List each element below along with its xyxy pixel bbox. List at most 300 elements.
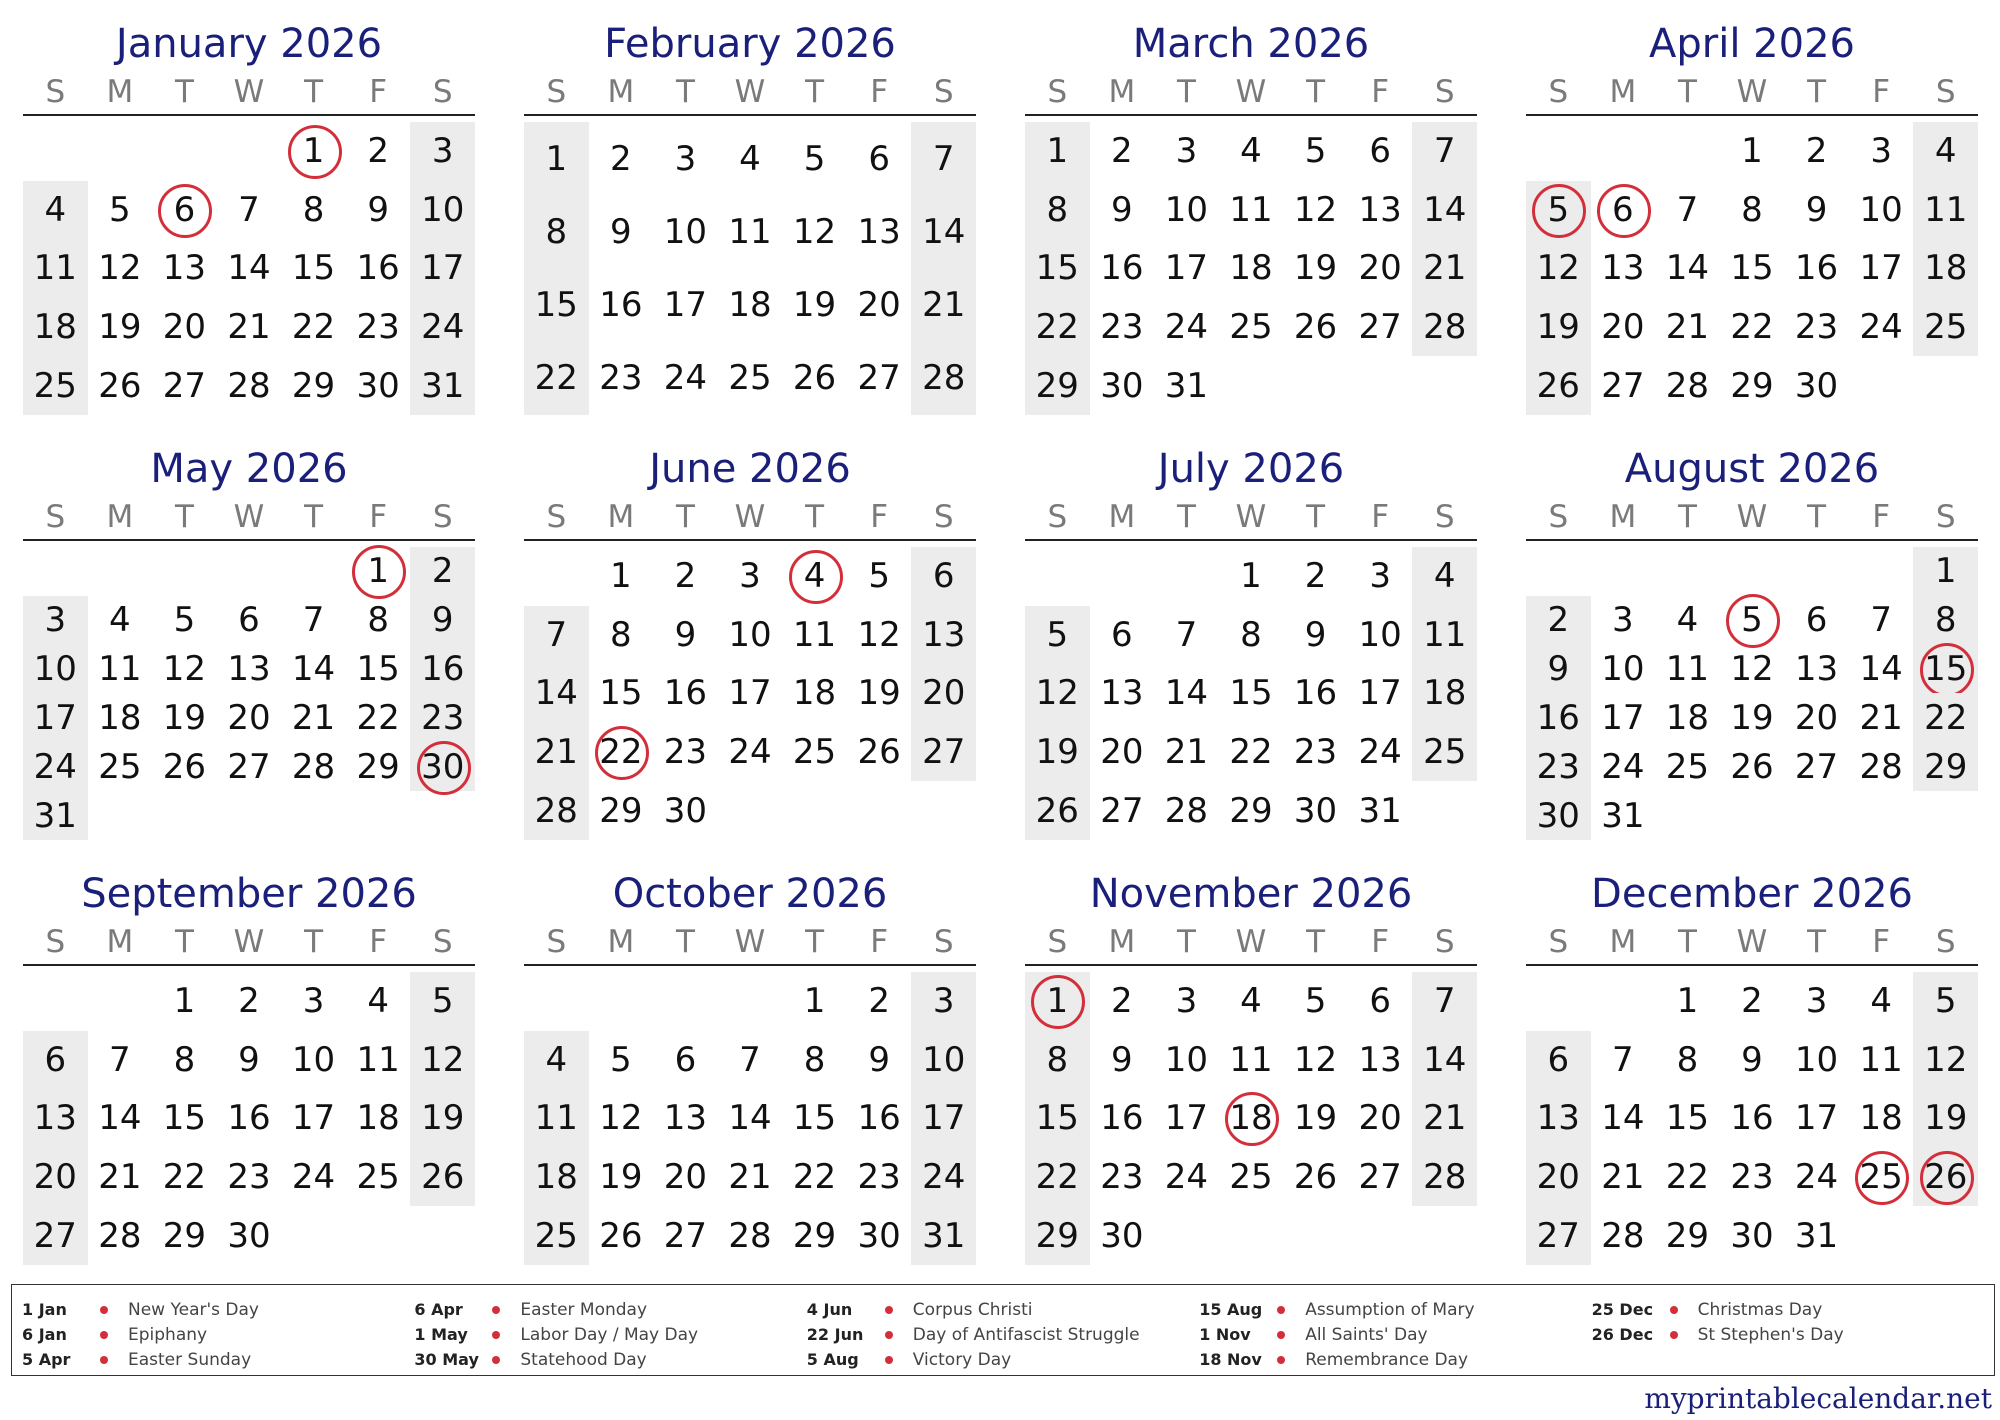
bullet-dot-icon: [1277, 1331, 1285, 1339]
day-cell: 31: [1601, 795, 1645, 836]
empty-cell: [1913, 791, 1978, 840]
month-calendar: [1526, 440, 1978, 840]
header-divider: [1025, 539, 1477, 541]
day-cell: 27: [1358, 1157, 1402, 1198]
day-grid: [1025, 547, 1477, 840]
day-cell: 29: [291, 365, 336, 406]
day-cell: 23: [1730, 1157, 1774, 1198]
day-cell: 24: [728, 732, 772, 773]
day-cell: 25: [1229, 1157, 1273, 1198]
day-cell: 17: [1601, 697, 1645, 738]
empty-cell: [1849, 547, 1914, 596]
day-cell: 31: [1358, 790, 1402, 831]
day-cell: 24: [291, 1157, 336, 1198]
day-cell: 30: [1794, 365, 1839, 406]
day-cell: 14: [524, 664, 589, 723]
empty-cell: [1591, 972, 1656, 1031]
weekday-label: S: [933, 924, 954, 960]
day-cell: 26: [1730, 746, 1774, 787]
legend-column: [1592, 1297, 1984, 1375]
day-cell: 30: [1293, 790, 1338, 831]
empty-cell: [1412, 781, 1477, 840]
weekday-label: M: [1609, 924, 1637, 960]
legend-item: [414, 1297, 806, 1322]
day-cell: 29: [1025, 356, 1090, 415]
day-cell: 25: [23, 356, 88, 415]
weekday-label: S: [933, 499, 954, 535]
legend-item: [22, 1297, 414, 1322]
day-cell: 31: [410, 356, 475, 415]
empty-cell: [1784, 547, 1849, 596]
day-cell: 26: [599, 1215, 643, 1256]
day-cell: 17: [911, 1089, 976, 1148]
holiday-day-cell: 5: [1526, 181, 1591, 240]
empty-cell: [23, 122, 88, 181]
day-cell: 8: [803, 1039, 826, 1080]
weekday-label: T: [1306, 74, 1326, 110]
weekday-header: [23, 923, 475, 961]
legend-item: [1199, 1297, 1591, 1322]
weekday-label: M: [1108, 499, 1136, 535]
day-cell: 6: [1805, 600, 1828, 641]
day-cell: 5: [1304, 981, 1327, 1022]
empty-cell: [88, 972, 153, 1031]
legend-item: [22, 1347, 414, 1372]
weekday-label: W: [1736, 74, 1768, 110]
day-cell: 31: [23, 791, 88, 840]
day-grid: [23, 122, 475, 415]
day-cell: 20: [857, 285, 901, 326]
day-cell: 5: [1304, 131, 1327, 172]
day-cell: 2: [1741, 981, 1763, 1022]
weekday-label: W: [1235, 74, 1267, 110]
day-cell: 19: [857, 673, 901, 714]
day-cell: 7: [1175, 614, 1198, 655]
day-cell: 28: [98, 1215, 142, 1256]
weekday-label: F: [1872, 924, 1891, 960]
day-cell: 15: [599, 673, 643, 714]
day-cell: 9: [1111, 189, 1133, 230]
day-cell: 12: [1293, 1039, 1338, 1080]
empty-cell: [152, 791, 217, 840]
day-cell: 26: [162, 746, 207, 787]
header-divider: [23, 114, 475, 116]
bullet-dot-icon: [1277, 1306, 1285, 1314]
legend-item: [414, 1322, 806, 1347]
legend-holiday-name: Assumption of Mary: [1305, 1299, 1475, 1320]
day-cell: 5: [173, 600, 196, 641]
day-cell: 22: [356, 697, 400, 738]
day-cell: 2: [1111, 131, 1133, 172]
day-cell: 4: [1412, 547, 1477, 606]
day-cell: 18: [1665, 697, 1710, 738]
day-cell: 20: [1526, 1148, 1591, 1207]
day-cell: 16: [1100, 1098, 1144, 1139]
weekday-label: S: [1047, 924, 1068, 960]
weekday-header: [1025, 73, 1477, 111]
day-cell: 27: [1601, 365, 1645, 406]
day-cell: 28: [911, 342, 976, 415]
day-cell: 24: [911, 1148, 976, 1207]
weekday-label: T: [1807, 924, 1827, 960]
month-title: June 2026: [649, 446, 851, 492]
day-cell: 14: [911, 195, 976, 268]
day-cell: 6: [1111, 614, 1133, 655]
day-cell: 30: [356, 365, 400, 406]
day-cell: 14: [1412, 1031, 1477, 1090]
day-cell: 31: [1164, 365, 1209, 406]
day-cell: 11: [1913, 181, 1978, 240]
empty-cell: [1526, 122, 1591, 181]
header-divider: [524, 114, 976, 116]
legend-item: [22, 1322, 414, 1347]
day-cell: 10: [663, 211, 708, 252]
day-cell: 24: [23, 742, 88, 791]
weekday-label: W: [734, 499, 766, 535]
day-cell: 5: [610, 1039, 632, 1080]
day-cell: 16: [599, 285, 643, 326]
day-cell: 18: [1412, 664, 1477, 723]
day-cell: 9: [868, 1039, 890, 1080]
holiday-day-cell: 6: [1591, 181, 1656, 240]
legend-date: 26 Dec: [1591, 1325, 1654, 1344]
empty-cell: [1655, 122, 1720, 181]
day-cell: 28: [1665, 365, 1710, 406]
day-cell: 1: [1913, 547, 1978, 596]
day-cell: 8: [367, 600, 389, 641]
day-cell: 21: [98, 1157, 142, 1198]
bullet-dot-icon: [885, 1306, 893, 1314]
day-cell: 4: [524, 1031, 589, 1090]
day-cell: 17: [1164, 1098, 1209, 1139]
day-cell: 15: [1665, 1098, 1710, 1139]
day-cell: 28: [1164, 790, 1209, 831]
empty-cell: [217, 122, 282, 181]
day-cell: 8: [1913, 596, 1978, 645]
day-cell: 18: [792, 673, 837, 714]
weekday-label: T: [174, 924, 194, 960]
legend-date: 4 Jun: [806, 1300, 853, 1319]
empty-cell: [1154, 547, 1219, 606]
day-cell: 2: [410, 547, 475, 596]
empty-cell: [1526, 972, 1591, 1031]
header-divider: [23, 539, 475, 541]
day-cell: 23: [857, 1157, 901, 1198]
legend-holiday-name: Corpus Christi: [912, 1299, 1033, 1320]
month-title: May 2026: [150, 446, 348, 492]
day-cell: 24: [1164, 1157, 1209, 1198]
day-cell: 9: [410, 596, 475, 645]
day-cell: 14: [227, 248, 271, 289]
day-cell: 7: [739, 1039, 761, 1080]
day-cell: 22: [1025, 1148, 1090, 1207]
day-cell: 8: [1240, 614, 1262, 655]
header-divider: [23, 964, 475, 966]
month-title: February 2026: [604, 21, 896, 67]
bullet-dot-icon: [100, 1356, 108, 1364]
month-calendar: [23, 865, 475, 1265]
day-cell: 23: [410, 693, 475, 742]
weekday-label: M: [106, 499, 134, 535]
day-cell: 27: [663, 1215, 708, 1256]
day-cell: 13: [227, 649, 271, 690]
day-cell: 29: [599, 790, 643, 831]
day-cell: 27: [227, 746, 271, 787]
weekday-header: [1025, 498, 1477, 536]
month-title: November 2026: [1089, 871, 1413, 917]
weekday-label: T: [1176, 499, 1196, 535]
day-cell: 19: [162, 697, 207, 738]
weekday-label: T: [304, 924, 324, 960]
weekday-label: T: [1176, 924, 1196, 960]
day-cell: 13: [1526, 1089, 1591, 1148]
empty-cell: [1526, 547, 1591, 596]
day-cell: 2: [1304, 556, 1327, 597]
day-cell: 20: [663, 1157, 708, 1198]
bullet-dot-icon: [492, 1356, 500, 1364]
header-divider: [1526, 539, 1978, 541]
day-cell: 8: [1025, 181, 1090, 240]
day-cell: 25: [1665, 746, 1710, 787]
weekday-label: F: [1371, 74, 1390, 110]
day-cell: 15: [792, 1098, 837, 1139]
day-cell: 7: [302, 600, 325, 641]
weekday-label: F: [1872, 499, 1891, 535]
weekday-label: S: [432, 924, 453, 960]
weekday-header: [1526, 923, 1978, 961]
day-cell: 25: [1913, 298, 1978, 357]
weekday-label: F: [369, 924, 388, 960]
empty-cell: [1849, 356, 1914, 415]
weekday-header: [524, 498, 976, 536]
day-cell: 22: [1665, 1157, 1710, 1198]
weekday-label: S: [1935, 924, 1956, 960]
empty-cell: [1283, 356, 1348, 415]
empty-cell: [1591, 122, 1656, 181]
legend-item: [414, 1347, 806, 1372]
legend-column: [807, 1297, 1199, 1375]
day-cell: 18: [23, 298, 88, 357]
day-cell: 18: [1229, 248, 1273, 289]
weekday-label: M: [1609, 499, 1637, 535]
day-cell: 26: [1526, 356, 1591, 415]
weekday-label: F: [369, 74, 388, 110]
weekday-label: W: [1736, 499, 1768, 535]
holiday-day-cell: 1: [281, 122, 346, 181]
day-cell: 10: [1164, 1039, 1209, 1080]
day-cell: 3: [410, 122, 475, 181]
day-cell: 13: [23, 1089, 88, 1148]
day-cell: 19: [1293, 1098, 1338, 1139]
weekday-label: W: [734, 74, 766, 110]
weekday-label: F: [369, 499, 388, 535]
day-cell: 2: [1111, 981, 1133, 1022]
holiday-legend: [11, 1284, 1995, 1376]
weekday-label: S: [546, 499, 567, 535]
weekday-label: S: [432, 74, 453, 110]
weekday-label: S: [432, 499, 453, 535]
day-cell: 2: [1805, 131, 1828, 172]
day-cell: 7: [1870, 600, 1892, 641]
day-cell: 11: [1229, 189, 1273, 230]
day-cell: 7: [1612, 1039, 1634, 1080]
day-cell: 29: [1665, 1215, 1710, 1256]
empty-cell: [152, 122, 217, 181]
day-cell: 29: [1229, 790, 1273, 831]
day-cell: 1: [610, 556, 632, 597]
weekday-label: M: [607, 924, 635, 960]
month-calendar: [1025, 440, 1477, 840]
empty-cell: [88, 547, 153, 596]
header-divider: [1526, 114, 1978, 116]
weekday-label: T: [1677, 924, 1697, 960]
day-cell: 19: [792, 285, 837, 326]
weekday-label: W: [233, 924, 265, 960]
day-cell: 26: [792, 358, 837, 399]
empty-cell: [152, 547, 217, 596]
day-cell: 2: [674, 556, 697, 597]
day-cell: 15: [162, 1098, 207, 1139]
day-cell: 9: [610, 211, 632, 252]
day-cell: 29: [792, 1215, 837, 1256]
day-cell: 25: [356, 1157, 400, 1198]
holiday-day-cell: 22: [589, 723, 654, 782]
day-grid: [1025, 972, 1477, 1265]
holiday-day-cell: 4: [782, 547, 847, 606]
weekday-label: T: [675, 499, 695, 535]
weekday-label: S: [45, 924, 66, 960]
weekday-label: T: [1677, 74, 1697, 110]
day-cell: 16: [1100, 248, 1144, 289]
day-cell: 11: [1229, 1039, 1273, 1080]
empty-cell: [718, 972, 783, 1031]
weekday-label: M: [106, 74, 134, 110]
month-calendar: [524, 440, 976, 840]
day-cell: 8: [173, 1039, 196, 1080]
day-cell: 16: [1293, 673, 1338, 714]
day-cell: 6: [911, 547, 976, 606]
day-grid: [524, 122, 976, 415]
month-calendar: [1526, 865, 1978, 1265]
day-cell: 11: [356, 1039, 400, 1080]
weekday-label: T: [805, 499, 825, 535]
day-cell: 4: [1870, 981, 1892, 1022]
day-cell: 1: [1741, 131, 1763, 172]
month-calendar: [1526, 15, 1978, 415]
day-cell: 30: [227, 1215, 271, 1256]
empty-cell: [1591, 547, 1656, 596]
empty-cell: [410, 1206, 475, 1265]
day-cell: 2: [1526, 596, 1591, 645]
day-cell: 9: [1304, 614, 1327, 655]
day-cell: 5: [109, 189, 131, 230]
day-cell: 10: [1601, 649, 1645, 690]
day-cell: 12: [162, 649, 207, 690]
month-title: April 2026: [1649, 21, 1855, 67]
weekday-label: T: [304, 74, 324, 110]
day-cell: 24: [663, 358, 708, 399]
weekday-label: M: [1108, 74, 1136, 110]
weekday-header: [23, 498, 475, 536]
day-cell: 21: [911, 269, 976, 342]
legend-holiday-name: St Stephen's Day: [1697, 1324, 1844, 1345]
empty-cell: [281, 1206, 346, 1265]
day-cell: 10: [911, 1031, 976, 1090]
day-cell: 30: [857, 1215, 901, 1256]
day-cell: 3: [1870, 131, 1892, 172]
day-cell: 12: [1913, 1031, 1978, 1090]
day-cell: 24: [1358, 732, 1402, 773]
day-cell: 6: [674, 1039, 697, 1080]
day-cell: 29: [1913, 742, 1978, 791]
day-cell: 20: [162, 307, 207, 348]
day-cell: 20: [23, 1148, 88, 1207]
day-cell: 28: [1601, 1215, 1645, 1256]
day-cell: 1: [1240, 556, 1262, 597]
day-cell: 30: [663, 790, 708, 831]
day-cell: 16: [410, 645, 475, 694]
day-cell: 11: [1412, 606, 1477, 665]
day-cell: 29: [356, 746, 400, 787]
day-cell: 8: [524, 195, 589, 268]
day-cell: 24: [410, 298, 475, 357]
legend-date: 22 Jun: [806, 1325, 864, 1344]
day-cell: 1: [1025, 122, 1090, 181]
day-cell: 7: [911, 122, 976, 195]
day-cell: 29: [1025, 1206, 1090, 1265]
day-grid: [524, 972, 976, 1265]
bullet-dot-icon: [885, 1356, 893, 1364]
weekday-label: M: [607, 499, 635, 535]
legend-holiday-name: Easter Sunday: [128, 1349, 252, 1370]
day-cell: 9: [1741, 1039, 1763, 1080]
bullet-dot-icon: [1670, 1331, 1678, 1339]
day-cell: 19: [599, 1157, 643, 1198]
day-cell: 3: [674, 138, 697, 179]
empty-cell: [1219, 1206, 1284, 1265]
day-cell: 3: [1369, 556, 1391, 597]
day-cell: 18: [98, 697, 142, 738]
day-cell: 27: [1526, 1206, 1591, 1265]
weekday-header: [23, 73, 475, 111]
day-cell: 7: [238, 189, 260, 230]
day-cell: 3: [302, 981, 325, 1022]
empty-cell: [1412, 1206, 1477, 1265]
day-cell: 3: [1175, 981, 1198, 1022]
empty-cell: [1025, 547, 1090, 606]
day-cell: 13: [1358, 1039, 1402, 1080]
legend-column: [1199, 1297, 1591, 1375]
day-cell: 22: [162, 1157, 207, 1198]
day-cell: 17: [1358, 673, 1402, 714]
holiday-day-cell: 18: [1219, 1089, 1284, 1148]
empty-cell: [346, 1206, 411, 1265]
day-cell: 2: [238, 981, 260, 1022]
day-cell: 22: [792, 1157, 837, 1198]
month-calendar: [524, 865, 976, 1265]
day-cell: 28: [1412, 1148, 1477, 1207]
day-cell: 25: [1229, 307, 1273, 348]
legend-date: 25 Dec: [1591, 1300, 1654, 1319]
day-cell: 21: [728, 1157, 772, 1198]
day-cell: 15: [524, 269, 589, 342]
empty-cell: [1913, 356, 1978, 415]
day-cell: 1: [1676, 981, 1699, 1022]
day-cell: 27: [911, 723, 976, 782]
day-cell: 31: [911, 1206, 976, 1265]
day-cell: 6: [1369, 131, 1391, 172]
weekday-label: F: [870, 74, 889, 110]
